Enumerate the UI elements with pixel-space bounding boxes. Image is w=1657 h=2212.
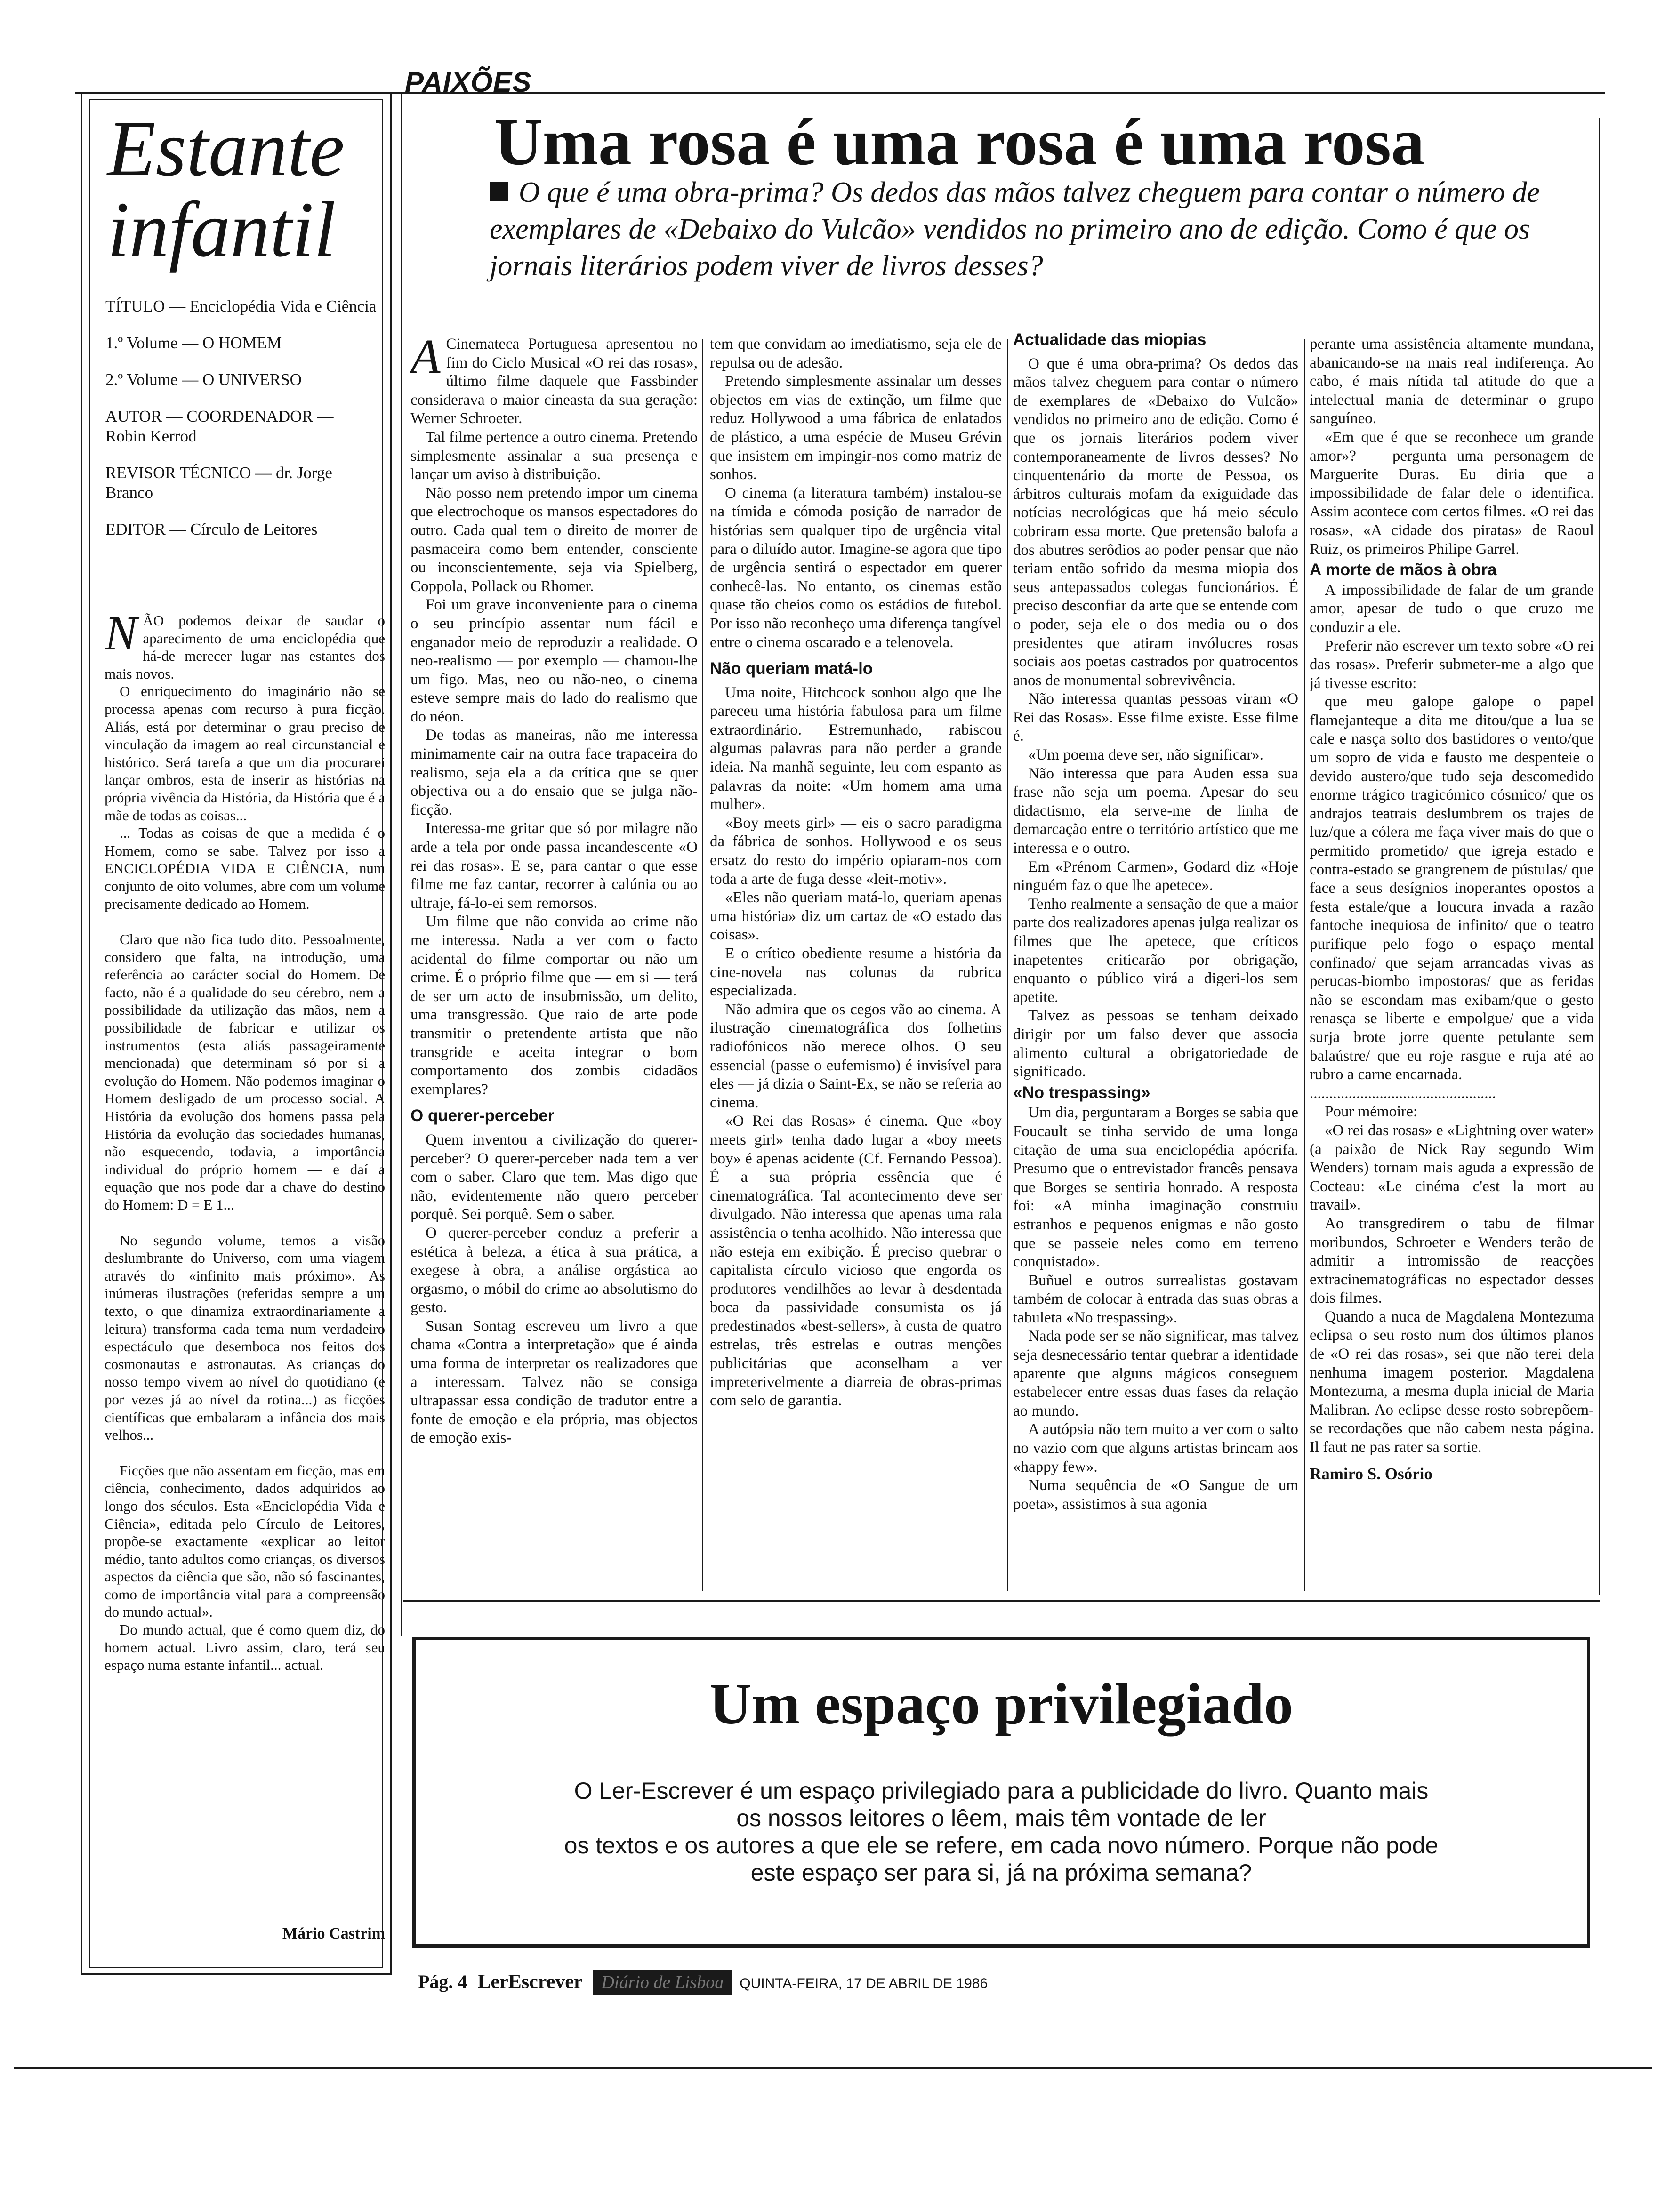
- sidebar-paragraph: ... Todas as coisas de que a medida é o Homem, como se sabe. Talvez por isso a ENCICLOPÉDIA VIDA E CIÊNCIA, num conjunto de oito volumes, abre com um volume precisamente dedicado ao Homem.: [105, 825, 385, 912]
- article-column-3: [1013, 330, 1298, 1596]
- article-paragraph: Pretendo simplesmente assinalar um desses objectos em vias de extinção, um filme que reduz Hollywood a uma fábrica de enlatados de plástico, a uma espécie de Museu Grévin que insistem em impingir-nos como matriz de sonhos.: [710, 373, 1002, 483]
- sidebar-title: [107, 105, 378, 273]
- article-subhead: A morte de mãos à obra: [1310, 561, 1497, 579]
- article-paragraph: perante uma assistência altamente mundana, abanicando-se na mais real indiferença. Ao cabo, é mais nítida tal atitude do que a intelectual mania de determinar o grupo sanguíneo.: [1310, 336, 1594, 427]
- ad-line: os nossos leitores o lêem, mais têm vontade de ler: [736, 1805, 1266, 1831]
- article-paragraph: Interessa-me gritar que só por milagre não arde a tela por onde passa incandescente «O rei das rosas». E se, para cantar o que esse filme me faz cantar, recorrer à calúnia ou ao ultraje, fá-lo-ei sem remorsos.: [410, 820, 698, 912]
- article-column-2: [710, 335, 1002, 1596]
- article-subhead: Actualidade das miopias: [1013, 330, 1207, 349]
- article-paragraph: «O Rei das Rosas» é cinema. Que «boy meets girl» tenha dado lugar a «boy meets boy» é apenas acidente (Cf. Fernando Pessoa). É a sua própria essência que é cinematográfica. Tal acontecimento deve ser divulgado. Não interessa que apenas uma rala assistência o tenha acolhido. Não interessa que não esteja em exibição. É preciso quebrar o capitalista círculo vicioso que engorda os produtores vendilhões ao levar à desdentada boca da passividade consumista os já predestinados «best-sellers», à custa de quatro estrelas, três estrelas e outras menções publicitárias que aconselham a ver impreterivelmente a diarreia de obras-primas com selo de garantia.: [710, 1113, 1002, 1410]
- ad-line: este espaço ser para si, já na próxima semana?: [750, 1859, 1252, 1886]
- sidebar-paragraph: NÃO podemos deixar de saudar o aparecimento de uma enciclopédia que há-de merecer lugar nas estantes dos mais novos.: [105, 612, 385, 682]
- ad-text: [424, 1777, 1579, 1886]
- article-paragraph: A autópsia não tem muito a ver com o salto no vazio com que alguns artistas brincam aos «happy few».: [1013, 1421, 1298, 1475]
- article-left-rule: [401, 92, 402, 1636]
- credit-volume2: 2.º Volume — O UNIVERSO: [105, 370, 302, 389]
- sidebar-paragraph: Ficções que não assentam em ficção, mas em ciência, conhecimento, dados adquiridos ao longo dos séculos. Esta «Enciclopédia Vida e Ciência», editada pelo Círculo de Leitores, propõe-se exactamente «explicar ao leitor médio, tanto adultos como crianças, os diversos aspectos da ciência que são, não só fascinantes, como de importância vital para a compreensão do mundo actual».: [105, 1462, 385, 1620]
- article-bottom-rule: [403, 1600, 1600, 1602]
- article-paragraph: Foi um grave inconveniente para o cinema o seu princípio assentar num fácil e enganador meio de reproduzir a realidade. O neo-realismo — por exemplo — chamou-lhe um figo. Mas, neo ou não-neo, o cinema esteve sempre mais do lado do realismo que do néon.: [410, 596, 698, 725]
- credit-title: TÍTULO — Enciclopédia Vida e Ciência: [105, 297, 377, 315]
- article-paragraph: Nada pode ser se não significar, mas talvez seja desnecessário tentar quebrar a identidade aparente que alguns mágicos conseguem estabelecer entre essas duas fases da relação ao mundo.: [1013, 1328, 1298, 1419]
- article-author: Ramiro S. Osório: [1310, 1464, 1432, 1483]
- sidebar-author: Mário Castrim: [282, 1925, 385, 1942]
- sidebar-body: [105, 612, 385, 1901]
- credits-list: [105, 297, 378, 539]
- article-paragraph: Um dia, perguntaram a Borges se sabia que Foucault se tinha servido de uma longa citação de uma sua enciclopédia apócrifa. Presumo que o entrevistador francês pensava que Borges se sentiria honrado. A resposta foi: «A minha imaginação construiu estranhos e pequenos enigmas e não gosto que se passeie neles como em terreno conquistado».: [1013, 1104, 1298, 1271]
- article-subhead: O querer-perceber: [410, 1106, 555, 1125]
- article-paragraph: O querer-perceber conduz a preferir a estética à beleza, a ética à sua prática, a exegese à obra, a análise orgástica ao orgasmo, o móbil do crime ao absolutismo do gesto.: [410, 1224, 698, 1316]
- article-paragraph: Não posso nem pretendo impor um cinema que electrochoque os mansos espectadores do outro. Cada qual tem o direito de morrer de pasmaceira como bem entender, consciente ou inconscientemente, seja via Spielberg, Coppola, Pollack ou Rhomer.: [410, 484, 698, 595]
- article-paragraph: Não admira que os cegos vão ao cinema. A ilustração cinematográfica dos folhetins radiofónicos não merece olhos. O seu essencial (passe o eufemismo) é invisível para eles — já dizia o Saint-Ex, se não se referia ao cinema.: [710, 1001, 1002, 1111]
- column-rule: [1007, 339, 1008, 1591]
- column-rule: [702, 339, 703, 1591]
- article-paragraph: Preferir não escrever um texto sobre «O rei das rosas». Preferir submeter-me a algo que já tivesse escrito:: [1310, 637, 1594, 692]
- article-paragraph: «Um poema deve ser, não significar».: [1028, 746, 1263, 764]
- article-column-4: [1310, 335, 1594, 1596]
- article-standfirst: O que é uma obra-prima? Os dedos das mãos talvez cheguem para contar o número de exemplares de «Debaixo do Vulcão» vendidos no primeiro ano de edição. Como é que os jornais literários podem viver de livros desses?: [490, 176, 1540, 282]
- credit-editor: EDITOR — Círculo de Leitores: [105, 520, 318, 538]
- article-paragraph: «Em que é que se reconhece um grande amor»? — pergunta uma personagem de Marguerite Duras. Eu diria que a impossibilidade de falar dele o identifica. Assim acontece com certos filmes. «O rei das rosas», «A cidade dos piratas» de Raoul Ruiz, os primeiros Philipe Garrel.: [1310, 428, 1594, 558]
- ad-line: os textos e os autores a que ele se refere, em cada novo número. Porque não pode: [564, 1832, 1439, 1859]
- article-paragraph: Em «Prénom Carmen», Godard diz «Hoje ninguém faz o que lhe apetece».: [1013, 858, 1298, 894]
- credit-reviewer: REVISOR TÉCNICO — dr. Jorge Branco: [105, 464, 332, 502]
- page-footer: [418, 1970, 988, 1995]
- supplement-name: LerEscrever: [477, 1971, 583, 1993]
- article-paragraph: Não interessa que para Auden essa sua frase não seja um poema. Apesar do seu didactismo, ela serve-me de linha de demarcação entre o território artístico que me interessa e o outro.: [1013, 765, 1298, 857]
- article-paragraph: Quando a nuca de Magdalena Montezuma eclipsa o seu rosto num dos últimos planos de «O rei das rosas», sei que não terei dela nenhuma imagem posterior. Magdalena Montezuma, a mesma dupla inicial de Maria Malibran. Ao eclipse desse rosto sobrepõem-se recordações que não cabem nesta página. Il faut ne pas rater sa sortie.: [1310, 1308, 1594, 1456]
- article-paragraph: O que é uma obra-prima? Os dedos das mãos talvez cheguem para contar o número de exemplares de «Debaixo do Vulcão» vendidos no primeiro ano de edição. Como é que os jornais literários podem viver contemporaneamente de livros desses? No cinquentenário da morte de Pessoa, os árbitros culturais mofam da exiguidade das notícias necrológicas que há meio século cobriram essa morte. Que pretensão balofa a dos abutres serôdios ao poder pensar que não teriam então sofrido da mesma miopia dos seus antepassados colegas funcionários. É preciso desconfiar da arte que se entende com o poder, seja ele o dos media ou o dos presidentes que atiram invólucres rosas sociais aos poetas castrados por quatrocentos anos de monumental sobrevivência.: [1013, 355, 1298, 689]
- article-paragraph: O cinema (a literatura também) instalou-se na tímida e cómoda posição de narrador de histórias sem qualquer tipo de urgência vital para o diluído autor. Imagine-se agora que tipo de urgência sentirá o espectador em querer conhecê-las. No entanto, os cinemas estão quase tão cheios como os estádios de futebol. Por isso não reconheço uma diferença tangível entre o cinema oscarado e a telenovela.: [710, 484, 1002, 651]
- article-paragraph: Susan Sontag escreveu um livro a que chama «Contra a interpretação» que é ainda uma forma de interpretar os realizadores que a interessam. Talvez não se consiga ultrapassar essa condição de tradutor entre a fonte de emoção e ela própria, mas objectos de emoção exis-: [410, 1317, 698, 1447]
- article-paragraph: «Eles não queriam matá-lo, queriam apenas uma história» diz um cartaz de «O estado das coisas».: [710, 889, 1002, 944]
- section-label: PAIXÕES: [405, 66, 532, 98]
- sidebar-title-line2: infantil: [107, 186, 336, 273]
- issue-date: QUINTA-FEIRA, 17 DE ABRIL DE 1986: [740, 1976, 988, 1991]
- bottom-rule: [14, 2067, 1652, 2069]
- article-right-rule: [1599, 118, 1600, 1595]
- sidebar-paragraph: O enriquecimento do imaginário não se processa apenas com recurso à pura ficção. Aliás, está por determinar o grau preciso de vinculação da imagem ao real circunstancial e histórico. Será tarefa a que um dia procurarei lançar ombros, esta de inserir as histórias na própria vivência da História, da História que é a mãe de todas as coisas...: [105, 683, 385, 824]
- article-paragraph: Pour mémoire:: [1325, 1103, 1418, 1121]
- sidebar-dropcap: N: [105, 612, 137, 660]
- article-paragraph: Uma noite, Hitchcock sonhou algo que lhe pareceu uma história fabulosa para um filme extraordinário. Estremunhado, rabiscou algumas palavras para não perder a grande ideia. Na manhã seguinte, leu com espanto as palavras da noite: «Um homem ama uma mulher».: [710, 684, 1002, 813]
- article-paragraph: Não interessa quantas pessoas viram «O Rei das Rosas». Esse filme existe. Esse filme é.: [1013, 690, 1298, 745]
- article-paragraph: Talvez as pessoas se tenham deixado dirigir por um falso dever que associa alimento cultural a obrigatoriedade de significado.: [1013, 1007, 1298, 1081]
- article-paragraph: A impossibilidade de falar de um grande amor, apesar de tudo o que cruzo me conduzir a ele.: [1310, 581, 1594, 636]
- ad-line: O Ler-Escrever é um espaço privilegiado para a publicidade do livro. Quanto mais: [574, 1778, 1429, 1804]
- article-paragraph: «O rei das rosas» e «Lightning over water» (a paixão de Nick Ray segundo Wim Wenders) tornam mais aguda a expressão de Cocteau: «Le cinéma c'est la mort au travail».: [1310, 1122, 1594, 1214]
- credit-volume1: 1.º Volume — O HOMEM: [105, 334, 282, 352]
- dotted-separator: ................................................: [1310, 1084, 1496, 1102]
- article-headline: Uma rosa é uma rosa é uma rosa: [494, 104, 1425, 179]
- article-paragraph: Tenho realmente a sensação de que a maior parte dos realizadores apenas julga realizar os filmes que lhe apetece, que críticos inapetentes criticarão por obrigação, enquanto o público virá a digeri-los sem apetite.: [1013, 895, 1298, 1006]
- article-subhead: «No trespassing»: [1013, 1083, 1150, 1102]
- newspaper-masthead: Diário de Lisboa: [593, 1970, 732, 1995]
- page-number: Pág. 4: [418, 1971, 467, 1992]
- article-paragraph: Ao transgredirem o tabu de filmar moribundos, Schroeter e Wenders terão de admitir a intromissão de reacções extracinematográficas no espectador desses dois filmes.: [1310, 1215, 1594, 1307]
- article-paragraph: Tal filme pertence a outro cinema. Pretendo simplesmente assinalar a sua presença e lançar um aviso à distribuição.: [410, 428, 698, 483]
- article-paragraph: De todas as maneiras, não me interessa minimamente cair na outra face trapaceira do realismo, seja ela a da crítica que se quer objectiva ou a do ensaio que se julga não-ficção.: [410, 727, 698, 818]
- article-paragraph: Um filme que não convida ao crime não me interessa. Nada a ver com o facto acidental do filme comportar ou não um crime. É o próprio filme que — em si — terá de ser um acto de insubmissão, um delito, uma transgressão. Que raio de arte pode transmitir o pretendente artista que não transgride e aceita integrar o bom comportamento dos zombis cidadãos exemplares?: [410, 913, 698, 1098]
- article-paragraph: tem que convidam ao imediatismo, seja ele de repulsa ou de adesão.: [710, 336, 1002, 371]
- article-paragraph: E o crítico obediente resume a história da cine-novela nas colunas da rubrica especializada.: [710, 945, 1002, 1000]
- sidebar-title-line1: Estante: [107, 105, 345, 192]
- article-paragraph: que meu galope galope o papel flamejanteque a dita me ditou/que a lua se cale e nasça solto dos bastidores o vento/que um sopro de vida e fausto me despenteie o devido austero/que tudo seja descomedido enorme trágico tragicómico cósmico/ que os andrajos teatrais deslumbrem os trajes de luz/que a cólera me faça viver mais do que o permitido prometido/ que igreja estado e contra-estado se grangrenem de pústulas/ que face a seus desígnios inoperantes opostos a festa estale/que a loucura invada a razão fantoche inequiosa de infinito/ que o teatro purifique pelo fogo o espaço mental confinado/ que sejam arrancadas vivas as perucas-biombo impostoras/ que as feridas não se escondam mas exibam/que o gesto renasça se liberte e empolgue/ que a vida surja brote jorre quente petulante sem balaústre/ que eu roje rasgue e ruja até ao rubro a carne encarnada.: [1310, 693, 1594, 1083]
- credit-author: AUTOR — COORDENADOR — Robin Kerrod: [105, 407, 334, 445]
- sidebar-paragraph: Do mundo actual, que é como quem diz, do homem actual. Livro assim, claro, terá seu espaço numa estante infantil... actual.: [105, 1621, 385, 1674]
- article-paragraph: A Cinemateca Portuguesa apresentou no fim do Ciclo Musical «O rei das rosas», último filme daquele que Fassbinder considerava o maior cineasta da sua geração: Werner Schroeter.: [410, 335, 698, 427]
- article-column-1: [410, 335, 698, 1596]
- article-paragraph: Numa sequência de «O Sangue de um poeta», assistimos à sua agonia: [1013, 1477, 1298, 1513]
- article-paragraph: Quem inventou a civilização do querer-perceber? O querer-perceber nada tem a ver com o saber. Claro que tem. Mas digo que não, evidentemente não quero perceber porquê. Sei porquê. Sem o saber.: [410, 1131, 698, 1223]
- column-rule: [1304, 339, 1305, 1591]
- article-subhead: Não queriam matá-lo: [710, 659, 873, 678]
- sidebar: [105, 105, 378, 556]
- sidebar-paragraph: Claro que não fica tudo dito. Pessoalmente, considero que falta, na introdução, uma referência ao carácter social do Homem. De facto, não é a qualidade do seu cérebro, nem a possibilidade da utilização das mãos, nem a possibilidade de fabricar e utilizar os instrumentos (esta aliás passageiramente mencionada) que determinam só por si a evolução do Homem. Não podemos imaginar o Homem desligado de um processo social. A História da evolução dos homens passa pela História da evolução das sociedades humanas, não esquecendo, todavia, a importância individual do próprio homem — e daí a equação que nos pode dar a chave do destino do Homem: D = E 1...: [105, 931, 385, 1213]
- article-dropcap: A: [410, 335, 441, 384]
- article-paragraph: Buñuel e outros surrealistas gostavam também de colocar à entrada das suas obras a tabuleta «No trespassing».: [1013, 1272, 1298, 1326]
- article-paragraph: «Boy meets girl» — eis o sacro paradigma da fábrica de sonhos. Hollywood e os seus ersatz do resto do império opiaram-nos com toda a arte de fuga desse «leit-motiv».: [710, 814, 1002, 888]
- sidebar-paragraph: No segundo volume, temos a visão deslumbrante do Universo, com uma viagem através do «infinito mais próximo». As inúmeras ilustrações (referidas sempre a um texto, o que dinamiza extraordinariamente a leitura) transforma cada tema num verdadeiro espectáculo que desemboca nos feitos dos cosmonautas e astronautas. As crianças do nosso tempo vivem ao nível do quotidiano (e por vezes já ao nível da rotina...) as ficções científicas que embalaram a infância dos mais velhos...: [105, 1232, 385, 1443]
- ad-title: Um espaço privilegiado: [709, 1672, 1293, 1736]
- square-bullet-icon: [490, 182, 508, 201]
